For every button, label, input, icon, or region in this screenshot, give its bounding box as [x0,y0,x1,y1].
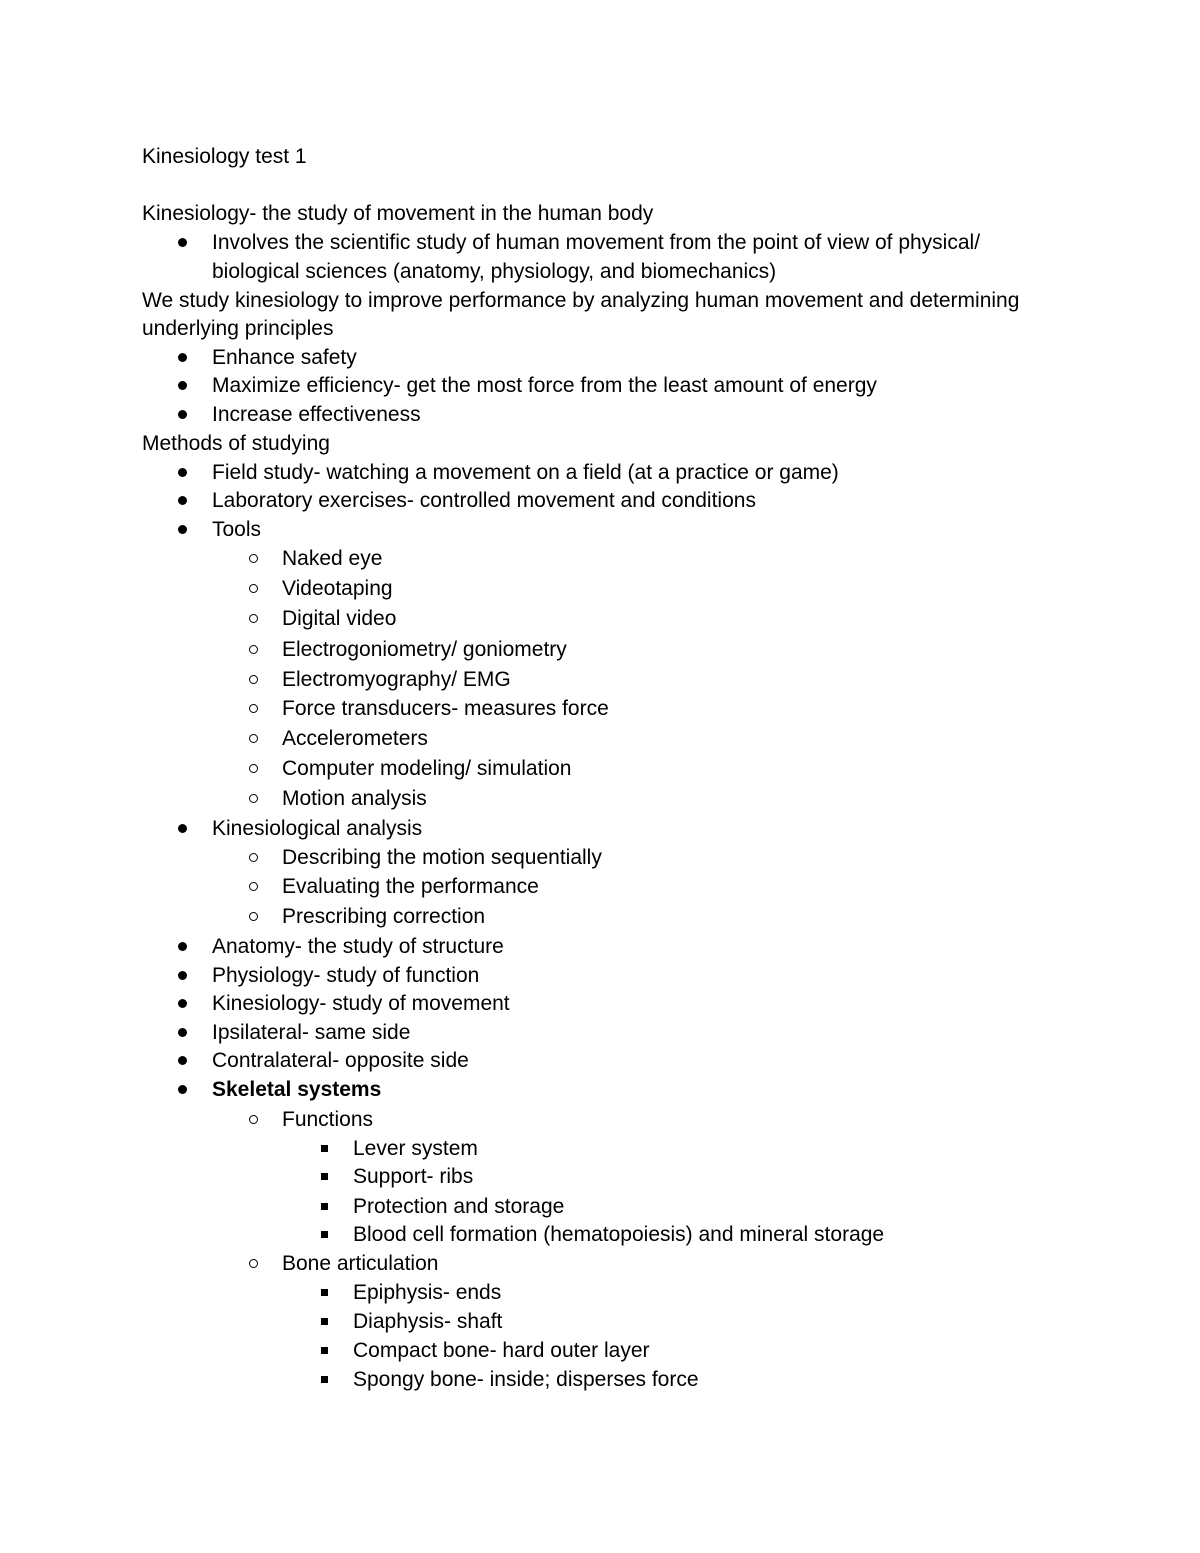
function-item-text: Blood cell formation (hematopoiesis) and mineral storage [353,1223,885,1246]
purpose-item-text: Increase effectiveness [212,403,421,426]
analysis-item-text: Evaluating the performance [282,875,539,898]
articulation-item-text: Diaphysis- shaft [353,1310,503,1333]
term-item-text: Anatomy- the study of structure [212,935,504,958]
methods-item-text: Laboratory exercises- controlled movement and conditions [212,489,756,512]
bullet-circle-icon [243,604,263,633]
bullet-dot-icon [172,343,192,372]
document-title: Kinesiology test 1 [142,145,307,168]
bullet-square-icon [314,1307,334,1336]
tool-item-text: Computer modeling/ simulation [282,757,572,780]
bullet-square-icon [314,1192,334,1221]
bullet-dot-icon [172,1075,192,1104]
articulation-item-text: Compact bone- hard outer layer [353,1339,650,1362]
definition-bullet-text-2: biological sciences (anatomy, physiology, and biomechanics) [212,260,777,283]
methods-item-text: Tools [212,518,262,541]
bullet-dot-icon [172,961,192,990]
analysis-heading: Kinesiological analysis [212,817,423,840]
functions-heading: Functions [282,1108,374,1131]
bullet-dot-icon [172,1046,192,1075]
bullet-dot-icon [172,515,192,544]
purpose-line-2: underlying principles [142,317,334,340]
bullet-circle-icon [243,902,263,931]
bullet-dot-icon [172,814,192,843]
skeletal-heading: Skeletal systems [212,1078,382,1101]
bullet-circle-icon [243,694,263,723]
purpose-item-text: Enhance safety [212,346,357,369]
bullet-dot-icon [172,486,192,515]
analysis-item-text: Prescribing correction [282,905,486,928]
term-item-text: Physiology- study of function [212,964,480,987]
bullet-square-icon [314,1336,334,1365]
bullet-dot-icon [172,458,192,487]
bullet-circle-icon [243,1249,263,1278]
tool-item-text: Digital video [282,607,397,630]
bullet-circle-icon [243,784,263,813]
purpose-line-1: We study kinesiology to improve performance by analyzing human movement and determining [142,289,1020,312]
bullet-circle-icon [243,843,263,872]
bullet-square-icon [314,1365,334,1394]
bullet-square-icon [314,1220,334,1249]
function-item-text: Support- ribs [353,1165,474,1188]
bullet-circle-icon [243,574,263,603]
methods-item-text: Field study- watching a movement on a field (at a practice or game) [212,461,839,484]
bullet-circle-icon [243,665,263,694]
tool-item-text: Motion analysis [282,787,427,810]
bullet-dot-icon [172,371,192,400]
articulation-item-text: Spongy bone- inside; disperses force [353,1368,699,1391]
function-item-text: Protection and storage [353,1195,565,1218]
bullet-circle-icon [243,724,263,753]
methods-heading: Methods of studying [142,432,330,455]
bullet-circle-icon [243,1105,263,1134]
definition-line: Kinesiology- the study of movement in the human body [142,202,654,225]
term-item-text: Kinesiology- study of movement [212,992,510,1015]
analysis-item-text: Describing the motion sequentially [282,846,602,869]
bullet-dot-icon [172,1018,192,1047]
term-item-text: Contralateral- opposite side [212,1049,469,1072]
bullet-dot-icon [172,989,192,1018]
tool-item-text: Force transducers- measures force [282,697,609,720]
definition-bullet-text-1: Involves the scientific study of human movement from the point of view of physical/ [212,231,981,254]
bullet-square-icon [314,1134,334,1163]
articulation-heading: Bone articulation [282,1252,439,1275]
bullet-square-icon [314,1278,334,1307]
bullet-dot-icon [172,400,192,429]
tool-item-text: Accelerometers [282,727,428,750]
bullet-circle-icon [243,872,263,901]
tool-item-text: Electrogoniometry/ goniometry [282,638,567,661]
purpose-item-text: Maximize efficiency- get the most force from the least amount of energy [212,374,877,397]
bullet-circle-icon [243,635,263,664]
bullet-square-icon [314,1162,334,1191]
bullet-circle-icon [243,754,263,783]
tool-item-text: Naked eye [282,547,383,570]
bullet-dot-icon [172,228,192,257]
articulation-item-text: Epiphysis- ends [353,1281,502,1304]
term-item-text: Ipsilateral- same side [212,1021,411,1044]
tool-item-text: Videotaping [282,577,393,600]
function-item-text: Lever system [353,1137,478,1160]
bullet-dot-icon [172,932,192,961]
tool-item-text: Electromyography/ EMG [282,668,511,691]
bullet-circle-icon [243,544,263,573]
